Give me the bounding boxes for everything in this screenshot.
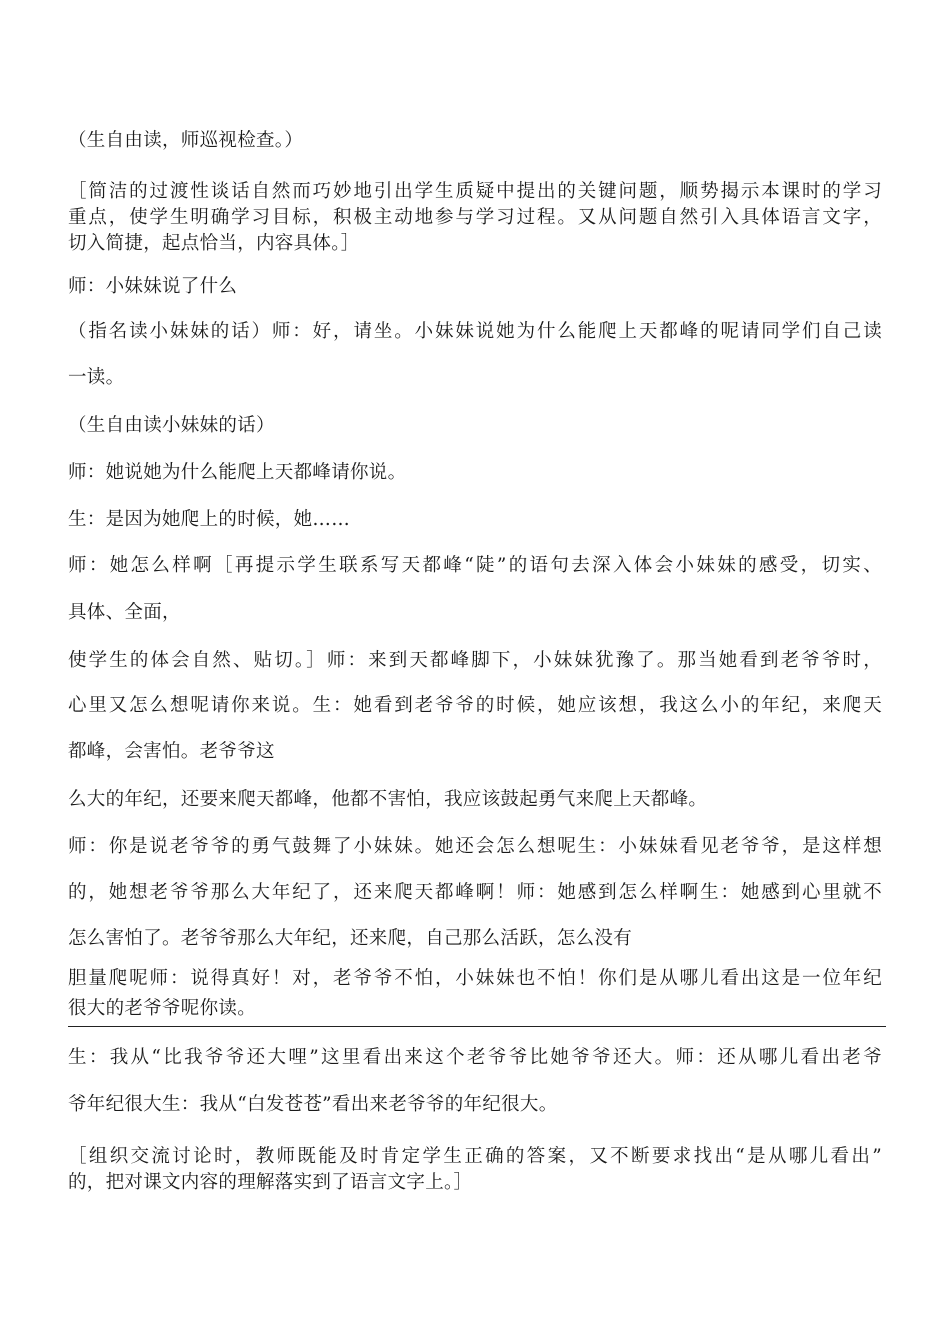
text-line: （指名读小妹妹的话）师：好，请坐。小妹妹说她为什么能爬上天都峰的呢请同学们自己读 (68, 321, 882, 342)
horizontal-divider (68, 1026, 886, 1027)
text-line: 么大的年纪，还要来爬天都峰，他都不害怕，我应该鼓起勇气来爬上天都峰。 (68, 789, 708, 810)
text-line: 爷年纪很大生：我从“白发苍苍”看出来老爷爷的年纪很大。 (68, 1094, 558, 1115)
text-line: 心里又怎么想呢请你来说。生：她看到老爷爷的时候，她应该想，我这么小的年纪，来爬天 (68, 695, 882, 716)
text-line: 师：她说她为什么能爬上天都峰请你说。 (68, 462, 407, 483)
text-line: 都峰，会害怕。老爷爷这 (68, 741, 275, 762)
text-line: 的，她想老爷爷那么大年纪了，还来爬天都峰啊！师：她感到怎么样啊生：她感到心里就不 (68, 882, 882, 903)
text-line: 师：她怎么样啊［再提示学生联系写天都峰“陡”的语句去深入体会小妹妹的感受，切实、 (68, 555, 882, 576)
text-line: 师：小妹妹说了什么 (68, 276, 238, 297)
text-line: 生：是因为她爬上的时候，她…… (68, 509, 351, 530)
text-line: 一读。 (68, 367, 125, 388)
text-line: 切入简捷，起点恰当，内容具体。］ (68, 233, 360, 254)
text-line: ［组织交流讨论时，教师既能及时肯定学生正确的答案，又不断要求找出“是从哪儿看出” (68, 1146, 882, 1167)
text-line: 师：你是说老爷爷的勇气鼓舞了小妹妹。她还会怎么想呢生：小妹妹看见老爷爷，是这样想 (68, 836, 882, 857)
text-line: ［简洁的过渡性谈话自然而巧妙地引出学生质疑中提出的关键问题，顺势揭示本课时的学习 (68, 181, 882, 202)
text-line: 使学生的体会自然、贴切。］师：来到天都峰脚下，小妹妹犹豫了。那当她看到老爷爷时， (68, 650, 882, 671)
text-line: 生：我从“比我爷爷还大哩”这里看出来这个老爷爷比她爷爷还大。师：还从哪儿看出老爷 (68, 1047, 882, 1068)
text-line: 重点，使学生明确学习目标，积极主动地参与学习过程。又从问题自然引入具体语言文字， (68, 207, 882, 228)
text-line: 具体、全面， (68, 602, 181, 623)
text-line: 胆量爬呢师：说得真好！对，老爷爷不怕，小妹妹也不怕！你们是从哪儿看出这是一位年纪 (68, 968, 882, 989)
text-line: （生自由读，师巡视检查。） (68, 130, 304, 151)
text-line: 怎么害怕了。老爷爷那么大年纪，还来爬，自己那么活跃，怎么没有 (68, 928, 633, 949)
text-line: （生自由读小妹妹的话） (68, 415, 275, 436)
text-line: 的，把对课文内容的理解落实到了语言文字上。］ (68, 1172, 473, 1193)
text-line: 很大的老爷爷呢你读。 (68, 998, 257, 1019)
